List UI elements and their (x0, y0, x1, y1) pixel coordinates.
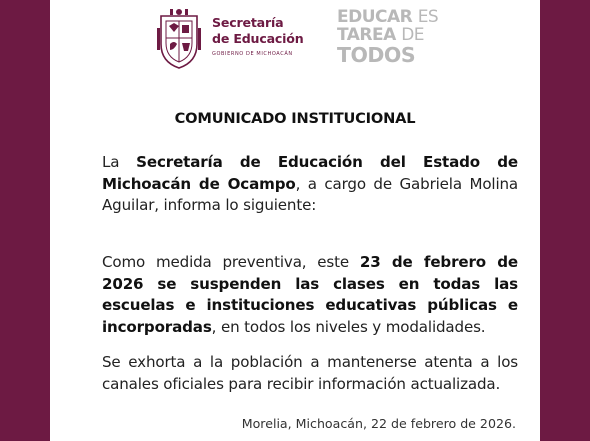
announcement-text-2: , en todos los niveles y modalidades. (211, 318, 486, 337)
logo-line-2: de Educación (212, 31, 304, 46)
logo-line-3: GOBIERNO DE MICHOACÁN (212, 51, 293, 57)
communique-title: COMUNICADO INSTITUCIONAL (174, 110, 416, 127)
slogan-word-todos: TODOS (337, 43, 416, 67)
intro-bold-institution: Secretaría de Educación del Estado de Michoacán de Ocampo (102, 153, 518, 193)
left-border-band (0, 0, 50, 441)
intro-text-2: , a cargo de Gabriela Molina Aguilar, informa lo siguiente: (102, 174, 519, 215)
right-border-band (540, 0, 590, 441)
logo-line-1: Secretaría (212, 15, 284, 30)
paragraph-exhortation: Se exhorta a la población a mantenerse atenta a los canales oficiales para recibir información actualizada. (102, 353, 518, 393)
place-date-line: Morelia, Michoacán, 22 de febrero de 2026. (241, 416, 516, 431)
slogan-word-de: DE (401, 25, 425, 45)
announcement-text-1: Como medida preventiva, este (102, 253, 360, 271)
coat-of-arms-icon (157, 8, 201, 70)
paragraph-announcement (102, 252, 518, 339)
slogan-word-educar: EDUCAR (337, 7, 413, 27)
slogan-logo (337, 8, 438, 66)
announcement-bold-suspension: 23 de febrero de 2026 se suspenden las clases en todas las escuelas e instituciones educativas públicas e incorporadas (102, 253, 518, 337)
paragraph-intro (102, 152, 518, 217)
slogan-word-tarea: TAREA (337, 25, 396, 45)
intro-text-1: La (102, 153, 137, 171)
secretaria-logo-text (212, 15, 342, 57)
slogan-word-es: ES (417, 7, 439, 27)
